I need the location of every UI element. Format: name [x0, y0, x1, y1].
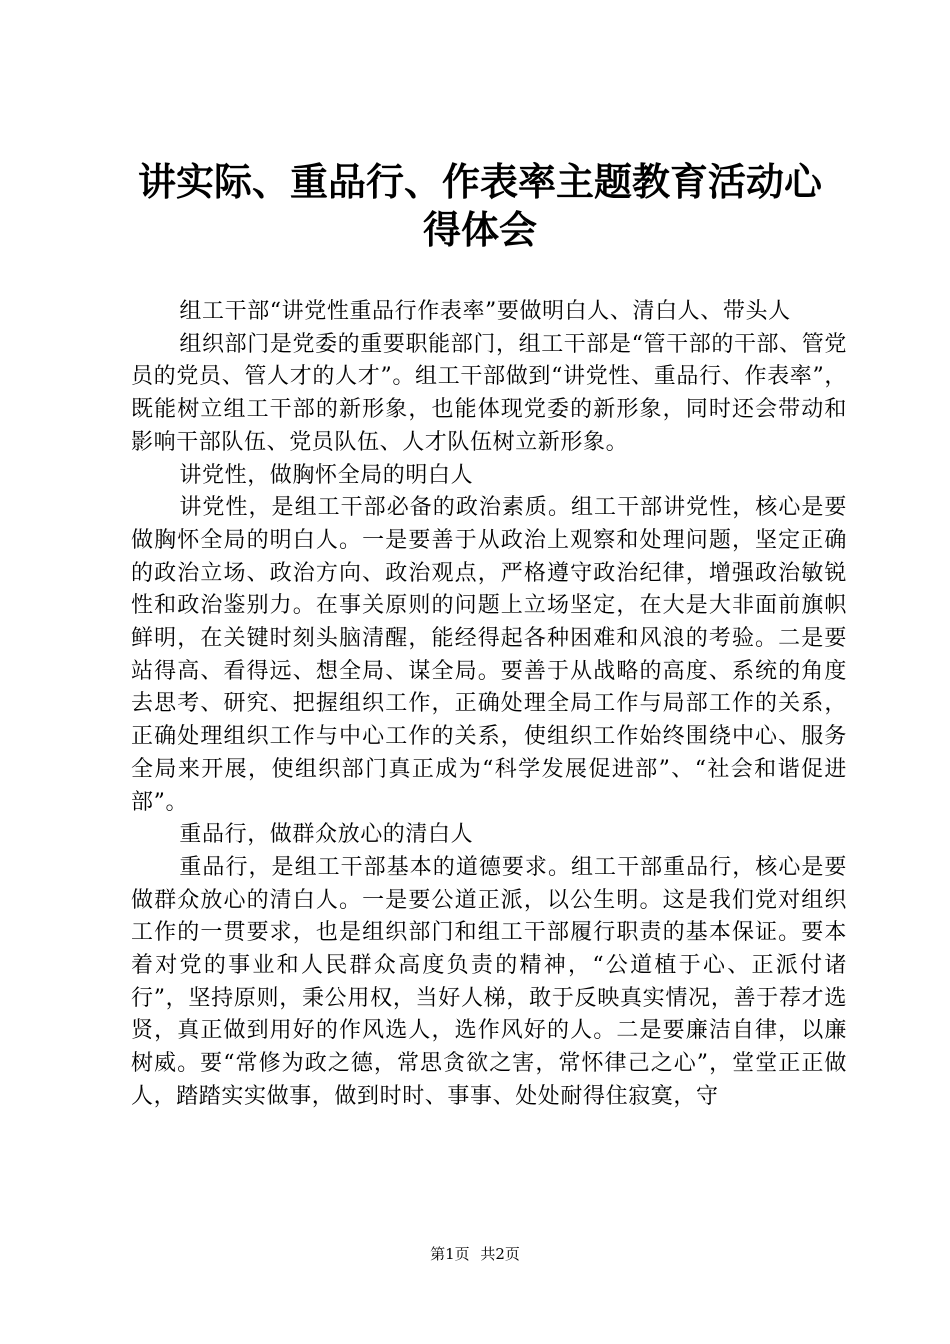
document-title: 讲实际、重品行、作表率主题教育活动心得体会 — [137, 159, 822, 252]
paragraph: 组工干部“讲党性重品行作表率”要做明白人、清白人、带头人 — [179, 299, 791, 324]
section-heading: 讲党性，做胸怀全局的明白人 — [179, 462, 474, 488]
page-number: 第1页 — [430, 1245, 470, 1263]
page-footer — [0, 1243, 950, 1264]
paragraph: 重品行，是组工干部基本的道德要求。组工干部重品行，核心是要做群众放心的清白人。一是要公道正派，以公生明。这是我们党对组织工作的一贯要求，也是组织部门和组工干部履行职责的基本保证。要本着对党的事业和人民群众高度负责的精神，“公道植于心、正派付诸行”，坚持原则，秉公用权，当好人梯，敢于反映真实情况，善于荐才选贤，真正做到用好的作风选人，选作风好的人。二是要廉洁自律，以廉树威。要“常修为政之德，常思贪欲之害，常怀律己之心”，堂堂正正做人，踏踏实实做事，做到时时、事事、处处耐得住寂寞，守 — [131, 854, 847, 1109]
paragraph: 组织部门是党委的重要职能部门，组工干部是“管干部的干部、管党员的党员、管人才的人才”。组工干部做到“讲党性、重品行、作表率”，既能树立组工干部的新形象，也能体现党委的新形象，同时还会带动和影响干部队伍、党员队伍、人才队伍树立新形象。 — [131, 331, 847, 455]
section-heading: 重品行，做群众放心的清白人 — [179, 822, 474, 848]
document-body — [131, 296, 847, 1114]
page-total: 共2页 — [480, 1245, 520, 1263]
paragraph: 讲党性，是组工干部必备的政治素质。组工干部讲党性，核心是要做胸怀全局的明白人。一是要善于从政治上观察和处理问题，坚定正确的政治立场、政治方向、政治观点，严格遵守政治纪律，增强政治敏锐性和政治鉴别力。在事关原则的问题上立场坚定，在大是大非面前旗帜鲜明，在关键时刻头脑清醒，能经得起各种困难和风浪的考验。二是要站得高、看得远、想全局、谋全局。要善于从战略的高度、系统的角度去思考、研究、把握组织工作，正确处理全局工作与局部工作的关系，正确处理组织工作与中心工作的关系，使组织工作始终围绕中心、服务全局来开展，使组织部门真正成为“科学发展促进部”、“社会和谐促进部”。 — [131, 495, 847, 815]
